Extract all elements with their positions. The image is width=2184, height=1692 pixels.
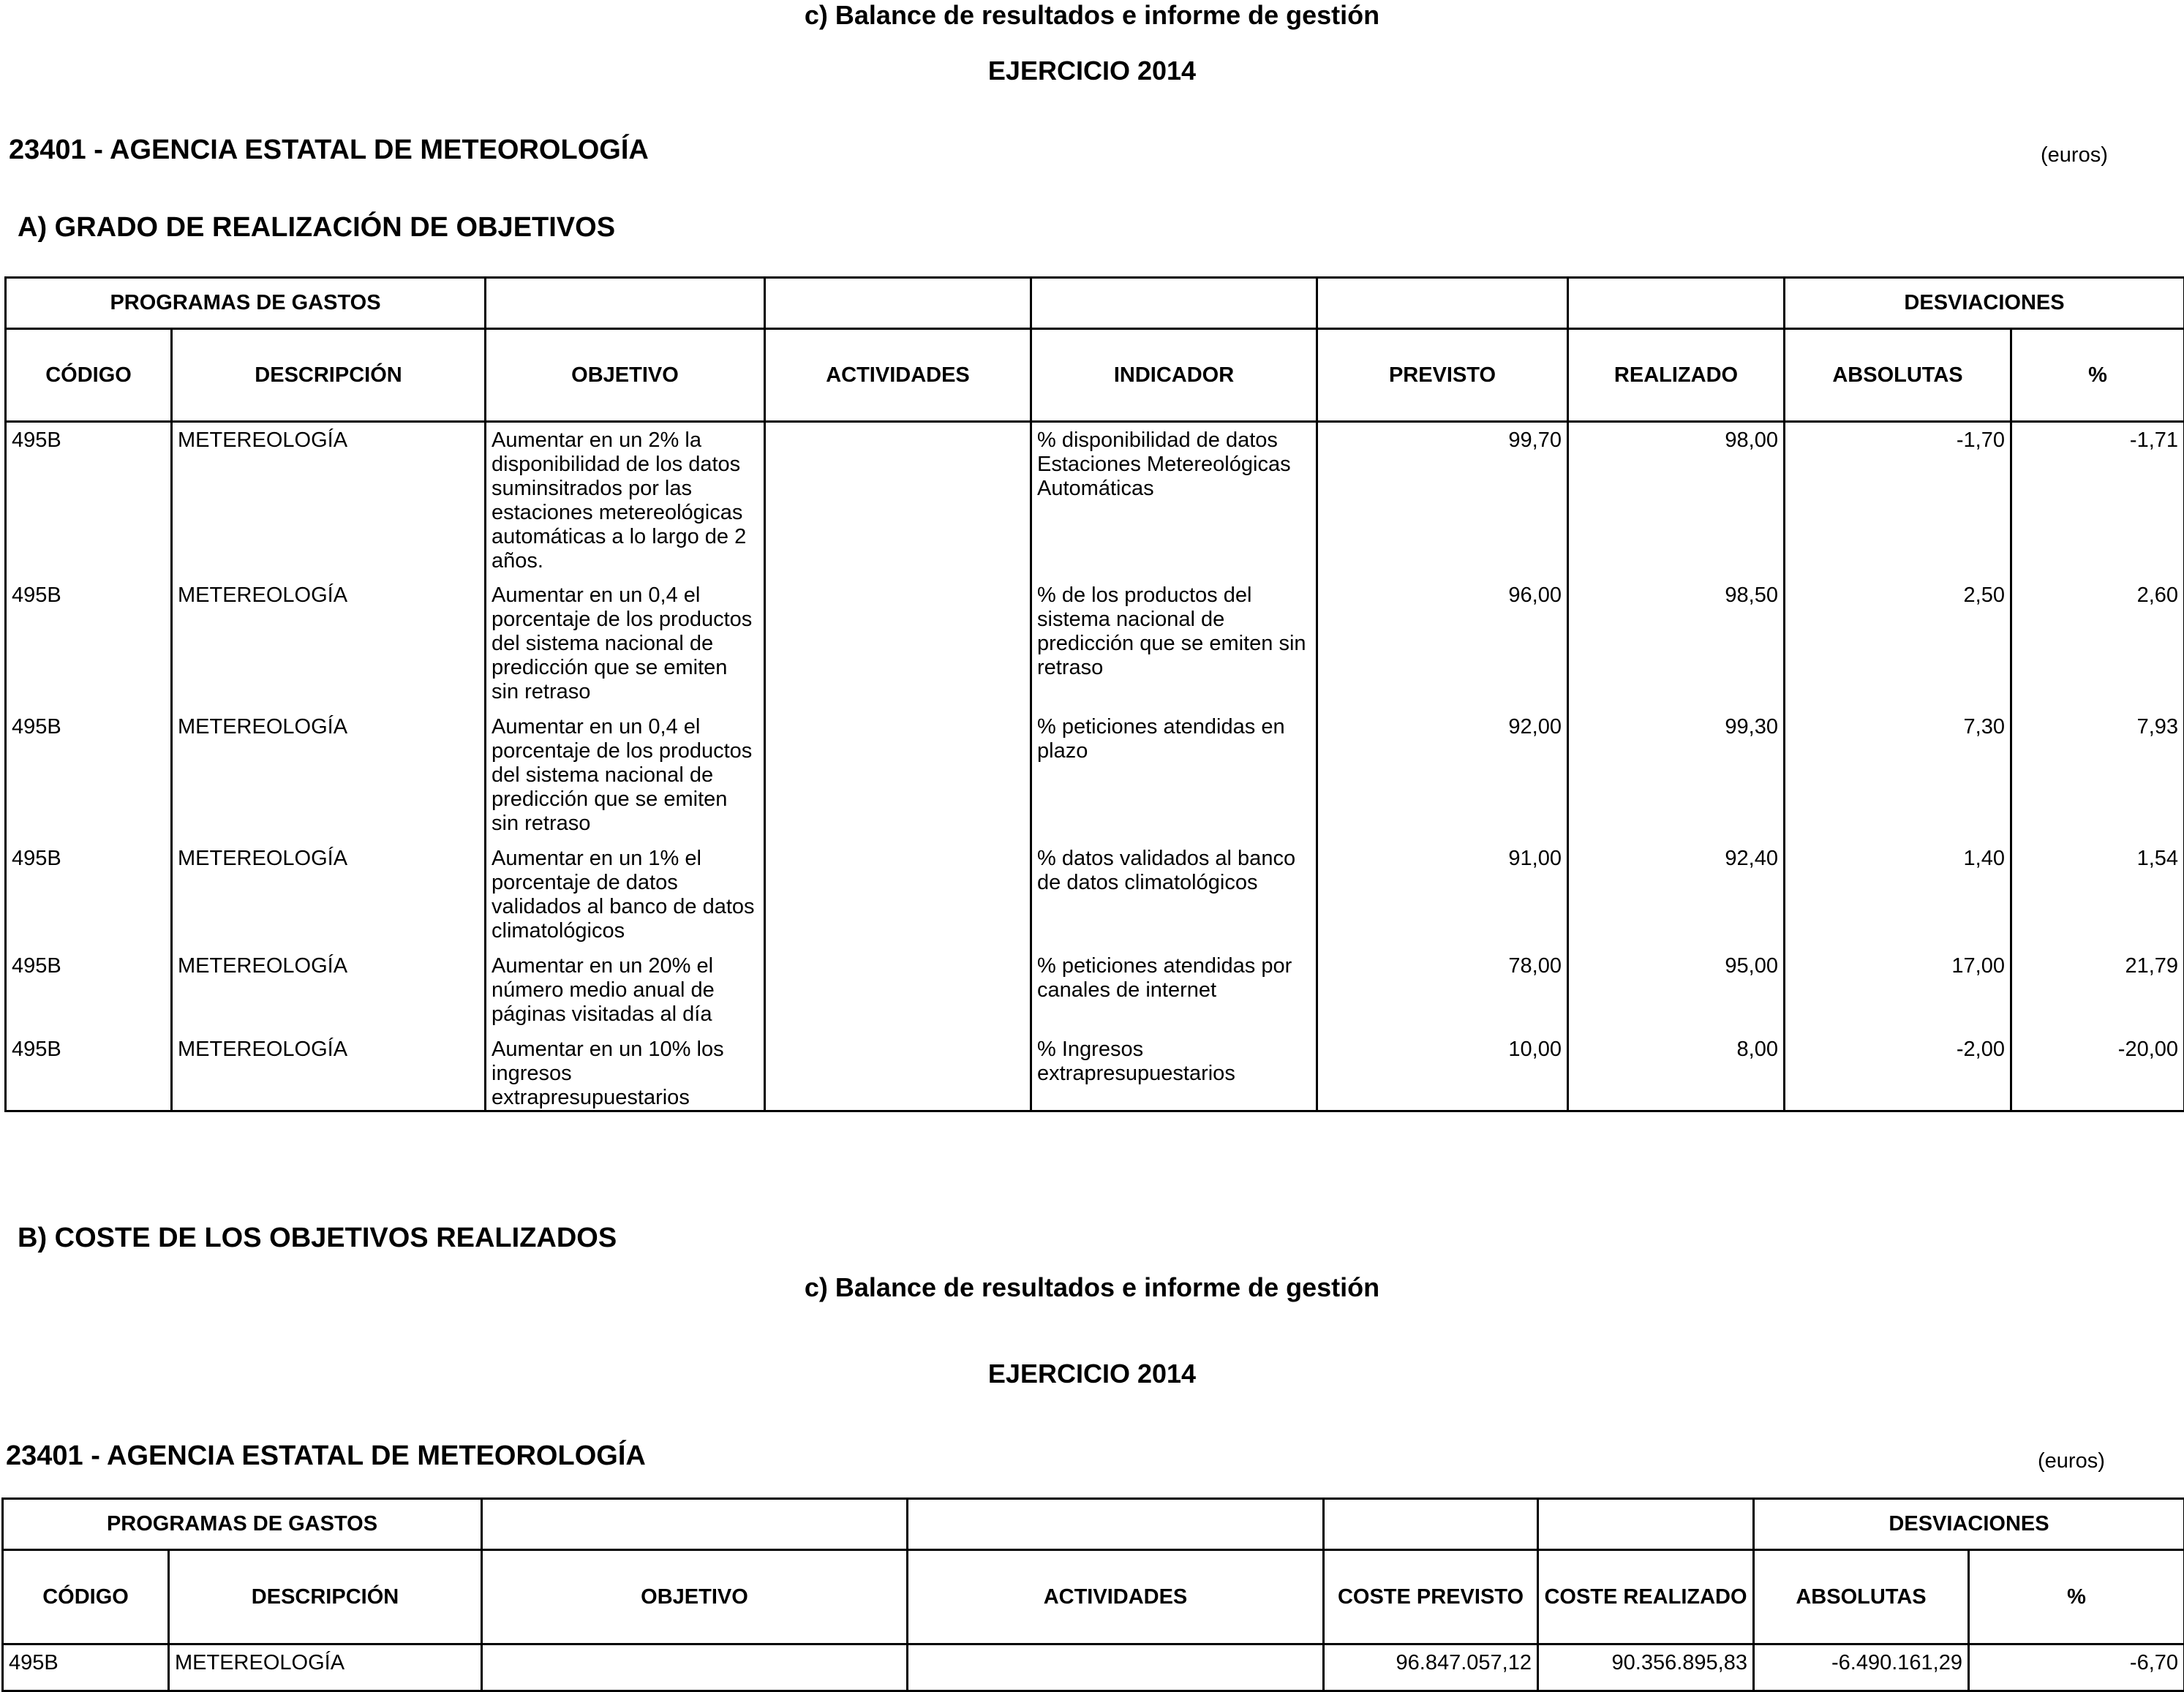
cell-absolutas: 17,00 xyxy=(1785,948,2011,1032)
cell-pct: 7,93 xyxy=(2011,709,2184,841)
cell-realizado: 98,00 xyxy=(1568,422,1785,578)
col-header-absolutas: ABSOLUTAS xyxy=(1754,1550,1969,1644)
section-b-title: B) COSTE DE LOS OBJETIVOS REALIZADOS xyxy=(18,1223,617,1254)
cell-indicador: % disponibilidad de datos Estaciones Metereológicas Automáticas xyxy=(1031,422,1317,578)
cell-previsto: 92,00 xyxy=(1317,709,1568,841)
table-row xyxy=(6,578,2184,709)
cell-pct: -20,00 xyxy=(2011,1032,2184,1111)
cell-indicador: % Ingresos extrapresupuestarios xyxy=(1031,1032,1317,1111)
group-programas-header: PROGRAMAS DE GASTOS xyxy=(6,278,486,329)
cell-codigo: 495B xyxy=(6,422,172,578)
group-header-row xyxy=(6,278,2184,329)
col-header-indicador: INDICADOR xyxy=(1031,329,1317,422)
cell-previsto: 99,70 xyxy=(1317,422,1568,578)
cell-descripcion: METEREOLOGÍA xyxy=(172,841,486,948)
cell-objetivo: Aumentar en un 10% los ingresos extrapresupuestarios xyxy=(486,1032,765,1111)
cell-realizado: 99,30 xyxy=(1568,709,1785,841)
table-row xyxy=(6,709,2184,841)
cell-objetivo: Aumentar en un 0,4 el porcentaje de los productos del sistema nacional de predicción que se emiten sin retraso xyxy=(486,578,765,709)
cell-codigo: 495B xyxy=(6,709,172,841)
cell-previsto: 10,00 xyxy=(1317,1032,1568,1111)
col-header-objetivo: OBJETIVO xyxy=(486,329,765,422)
cell-realizado: 95,00 xyxy=(1568,948,1785,1032)
cell-previsto: 91,00 xyxy=(1317,841,1568,948)
table-row xyxy=(6,948,2184,1032)
cell-indicador: % peticiones atendidas por canales de internet xyxy=(1031,948,1317,1032)
col-header-descripcion: DESCRIPCIÓN xyxy=(172,329,486,422)
table-row xyxy=(6,422,2184,578)
cell-codigo: 495B xyxy=(6,1032,172,1111)
cell-codigo: 495B xyxy=(6,841,172,948)
cell-realizado: 92,40 xyxy=(1568,841,1785,948)
cell-descripcion: METEREOLOGÍA xyxy=(169,1644,482,1691)
cell-absolutas: 7,30 xyxy=(1785,709,2011,841)
report-title: c) Balance de resultados e informe de gestión xyxy=(0,0,2184,31)
col-header-descripcion: DESCRIPCIÓN xyxy=(169,1550,482,1644)
col-header-actividades: ACTIVIDADES xyxy=(765,329,1031,422)
cell-objetivo: Aumentar en un 1% el porcentaje de datos validados al banco de datos climatológicos xyxy=(486,841,765,948)
cell-absolutas: -6.490.161,29 xyxy=(1754,1644,1969,1691)
group-desviaciones-header: DESVIACIONES xyxy=(1754,1499,2184,1550)
fiscal-year: EJERCICIO 2014 xyxy=(0,56,2184,86)
column-header-row xyxy=(3,1550,2184,1644)
col-header-coste-previsto: COSTE PREVISTO xyxy=(1324,1550,1538,1644)
cost-table xyxy=(1,1498,2184,1692)
cell-pct: 2,60 xyxy=(2011,578,2184,709)
cell-pct: 1,54 xyxy=(2011,841,2184,948)
cell-pct: -6,70 xyxy=(1969,1644,2184,1691)
cell-absolutas: 2,50 xyxy=(1785,578,2011,709)
col-header-pct: % xyxy=(1969,1550,2184,1644)
group-desviaciones-header: DESVIACIONES xyxy=(1785,278,2184,329)
col-header-codigo: CÓDIGO xyxy=(3,1550,169,1644)
cell-codigo: 495B xyxy=(6,948,172,1032)
cell-absolutas: -1,70 xyxy=(1785,422,2011,578)
objectives-table xyxy=(4,276,2184,1112)
column-header-row xyxy=(6,329,2184,422)
cell-actividades xyxy=(765,841,1031,948)
report-title-2: c) Balance de resultados e informe de gestión xyxy=(0,1272,2184,1303)
cell-coste-previsto: 96.847.057,12 xyxy=(1324,1644,1538,1691)
organization-name-2: 23401 - AGENCIA ESTATAL DE METEOROLOGÍA xyxy=(6,1440,646,1472)
col-header-coste-realizado: COSTE REALIZADO xyxy=(1538,1550,1754,1644)
cell-objetivo: Aumentar en un 2% la disponibilidad de los datos suminsitrados por las estaciones metereológicas automáticas a lo largo de 2 años. xyxy=(486,422,765,578)
cell-realizado: 8,00 xyxy=(1568,1032,1785,1111)
cell-indicador: % peticiones atendidas en plazo xyxy=(1031,709,1317,841)
cell-descripcion: METEREOLOGÍA xyxy=(172,709,486,841)
col-header-pct: % xyxy=(2011,329,2184,422)
group-header-row xyxy=(3,1499,2184,1550)
cell-indicador: % de los productos del sistema nacional de predicción que se emiten sin retraso xyxy=(1031,578,1317,709)
cell-actividades xyxy=(765,1032,1031,1111)
cell-indicador: % datos validados al banco de datos climatológicos xyxy=(1031,841,1317,948)
cell-actividades xyxy=(765,709,1031,841)
cell-actividades xyxy=(765,422,1031,578)
col-header-absolutas: ABSOLUTAS xyxy=(1785,329,2011,422)
organization-name: 23401 - AGENCIA ESTATAL DE METEOROLOGÍA xyxy=(9,135,649,166)
cell-descripcion: METEREOLOGÍA xyxy=(172,1032,486,1111)
col-header-actividades: ACTIVIDADES xyxy=(908,1550,1324,1644)
col-header-codigo: CÓDIGO xyxy=(6,329,172,422)
cell-objetivo: Aumentar en un 0,4 el porcentaje de los productos del sistema nacional de predicción que se emiten sin retraso xyxy=(486,709,765,841)
cell-actividades xyxy=(765,578,1031,709)
cell-actividades xyxy=(908,1644,1324,1691)
section-a-title: A) GRADO DE REALIZACIÓN DE OBJETIVOS xyxy=(18,212,615,243)
cell-previsto: 96,00 xyxy=(1317,578,1568,709)
cell-realizado: 98,50 xyxy=(1568,578,1785,709)
cell-codigo: 495B xyxy=(6,578,172,709)
table-row xyxy=(6,841,2184,948)
cell-objetivo: Aumentar en un 20% el número medio anual de páginas visitadas al día xyxy=(486,948,765,1032)
cell-coste-realizado: 90.356.895,83 xyxy=(1538,1644,1754,1691)
cell-previsto: 78,00 xyxy=(1317,948,1568,1032)
cell-objetivo xyxy=(482,1644,908,1691)
group-programas-header: PROGRAMAS DE GASTOS xyxy=(3,1499,482,1550)
table-row xyxy=(6,1032,2184,1111)
currency-units: (euros) xyxy=(2041,143,2108,167)
cell-absolutas: -2,00 xyxy=(1785,1032,2011,1111)
cell-actividades xyxy=(765,948,1031,1032)
cell-pct: 21,79 xyxy=(2011,948,2184,1032)
col-header-realizado: REALIZADO xyxy=(1568,329,1785,422)
cell-absolutas: 1,40 xyxy=(1785,841,2011,948)
currency-units-2: (euros) xyxy=(2038,1449,2105,1473)
col-header-objetivo: OBJETIVO xyxy=(482,1550,908,1644)
cell-descripcion: METEREOLOGÍA xyxy=(172,578,486,709)
cell-descripcion: METEREOLOGÍA xyxy=(172,948,486,1032)
fiscal-year-2: EJERCICIO 2014 xyxy=(0,1359,2184,1389)
cell-descripcion: METEREOLOGÍA xyxy=(172,422,486,578)
cell-pct: -1,71 xyxy=(2011,422,2184,578)
col-header-previsto: PREVISTO xyxy=(1317,329,1568,422)
cell-codigo: 495B xyxy=(3,1644,169,1691)
table-row xyxy=(3,1644,2184,1691)
